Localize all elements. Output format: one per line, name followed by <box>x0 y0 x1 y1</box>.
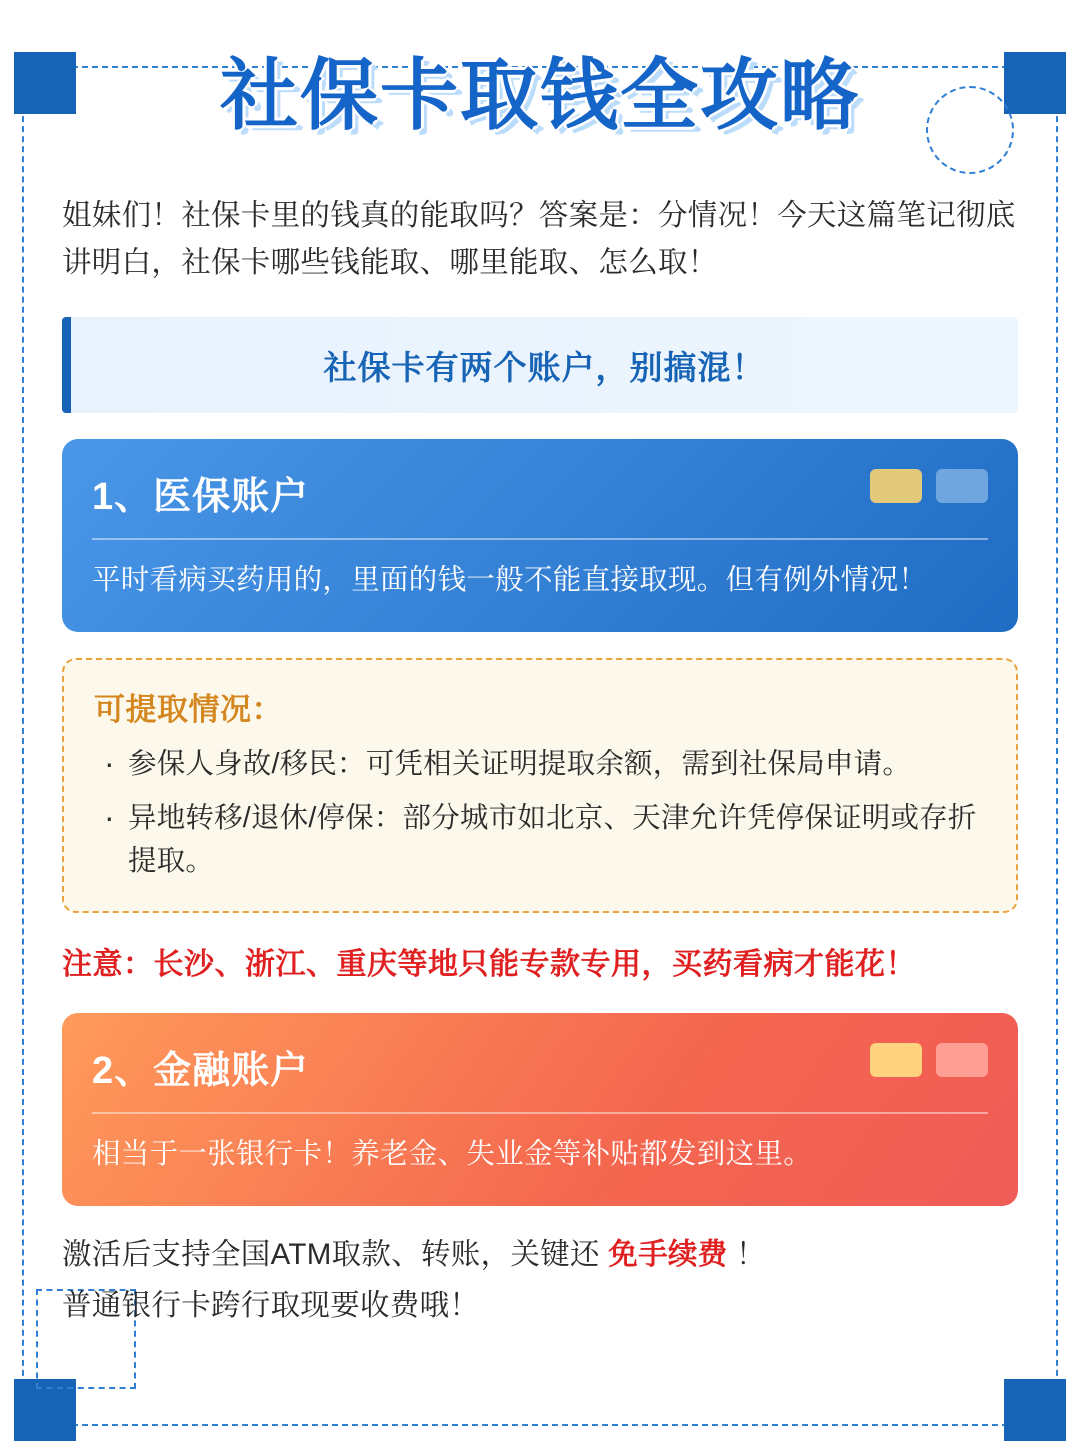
footer-line-1-suffix: ！ <box>727 1238 766 1272</box>
withdrawable-cases-box <box>62 658 1018 913</box>
corner-decoration-bottom-right <box>1004 1379 1066 1441</box>
gold-chip-icon <box>870 1043 922 1077</box>
footer-notes <box>62 1230 1018 1330</box>
financial-account-card <box>62 1013 1018 1206</box>
medical-account-card <box>62 439 1018 632</box>
list-item: · 参保人身故/移民：可凭相关证明提取余额，需到社保局申请。 <box>94 743 986 786</box>
gold-chip-icon <box>870 469 922 503</box>
footer-line-1-emphasis: 免手续费 <box>608 1238 728 1272</box>
highlight-banner <box>62 317 1018 413</box>
blue-chip-icon <box>936 469 988 503</box>
pink-chip-icon <box>936 1043 988 1077</box>
list-item: · 异地转移/退休/停保：部分城市如北京、天津允许凭停保证明或存折提取。 <box>94 797 986 884</box>
footer-line-2: 普通银行卡跨行取现要收费哦！ <box>62 1288 480 1322</box>
medical-account-body: 平时看病买药用的，里面的钱一般不能直接取现。但有例外情况！ <box>92 564 928 597</box>
page-title: 社保卡取钱全攻略 <box>219 51 860 139</box>
highlight-banner-text: 社保卡有两个账户，别搞混！ <box>323 348 766 386</box>
withdrawable-cases-list <box>94 743 986 883</box>
medical-account-heading: 1、医保账户 <box>92 465 988 540</box>
card-chip-group <box>870 469 988 503</box>
intro-paragraph: 姐妹们！社保卡里的钱真的能取吗？答案是：分情况！今天这篇笔记彻底讲明白，社保卡哪些钱能取、哪里能取、怎么取！ <box>62 198 1016 280</box>
withdrawable-cases-title: 可提取情况： <box>94 692 283 728</box>
financial-account-body: 相当于一张银行卡！养老金、失业金等补贴都发到这里。 <box>92 1138 813 1171</box>
financial-account-heading: 2、金融账户 <box>92 1039 988 1114</box>
card-chip-group <box>870 1043 988 1077</box>
poster-content <box>0 52 1080 1331</box>
warning-text: 注意：长沙、浙江、重庆等地只能专款专用，买药看病才能花！ <box>62 948 916 982</box>
footer-line-1 <box>62 1230 1018 1280</box>
footer-line-1-prefix: 激活后支持全国ATM取款、转账，关键还 <box>62 1238 609 1272</box>
